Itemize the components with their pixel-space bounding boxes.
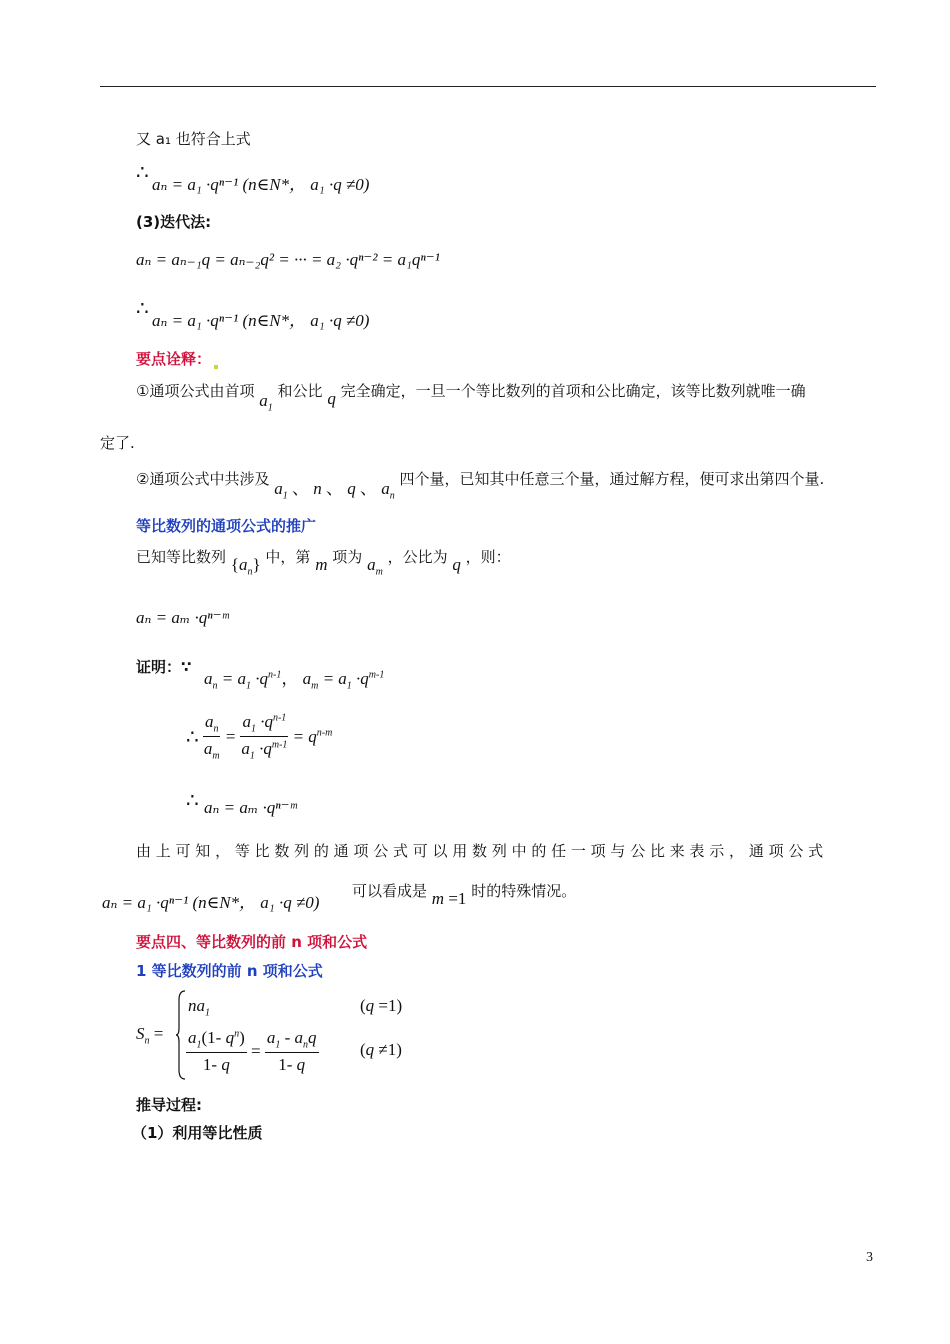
text-line-a1-fits: 又 a₁ 也符合上式 [136,130,251,148]
therefore-symbol-2: ∴ [136,298,149,320]
formula-iteration: aₙ = aₙ₋₁q = aₙ₋₂q² = ··· = a₂ ·qⁿ⁻² = a₁qⁿ⁻¹ [136,250,440,269]
derivation-step-1: （1）利用等比性质 [132,1124,263,1142]
heading-general-term: 等比数列的通项公式的推广 [136,517,317,535]
page-number: 3 [866,1250,873,1265]
conclusion-line-1: 由 上 可 知 ， 等 比 数 列 的 通 项 公 式 可 以 用 数 列 中 的 任 一 项 与 公 比 来 表 示 ， 通 项 公 式 [136,842,824,860]
proof-label: 证明：∵ [136,658,192,676]
symbol-am: $a_m$ [367,555,383,578]
generalization-statement: 已知等比数列 $\{a_n\}$ 中，第 m 项为 $a_m$ ，公比为 q ，则： [136,548,511,578]
sum-case-q-not-1: $\frac{a_1(1- q^n)}{1- q}$ = $\frac{a_1 - a_nq}{1- q}$ [188,1028,317,1075]
point-1-continued: 定了. [100,434,135,452]
proof-formula-1: $a_n = a_1 \cdot q^{n-1}$， $a_m = a_1 \cdot q^{m-1}$ [204,669,385,692]
marker-dot [214,365,218,369]
conclusion-formula: aₙ = a₁ ·qⁿ⁻¹ (n∈N*， a₁ ·q ≠0) [102,893,320,912]
header-rule [100,86,876,87]
therefore-symbol: ∴ [136,162,149,184]
formula-general-term-2: aₙ = a₁ ·qⁿ⁻¹ (n∈N*， a₁ ·q ≠0) [152,311,370,330]
key-points-title: 要点诠释： [136,348,218,369]
point-1-line: ①通项公式由首项 $a_1$ 和公比 q 完全确定，一旦一个等比数列的首项和公比确定，该等比数列就唯一确 [136,382,806,414]
conclusion-line-2: 可以看成是 m =1 时的特殊情况。 [352,882,577,908]
heading-iteration: (3)迭代法: [136,213,212,231]
symbol-m: m [315,555,328,574]
symbol-a1: $a_1$ [259,391,273,414]
therefore-symbol-3: ∴ [186,790,199,812]
sum-case-q-equals-1: $na_1$ [188,996,210,1019]
symbol-Sn: $S_n$ = [136,1024,164,1047]
symbols-a1-n-q-an: $a_1$ 、 n 、 q 、 $a_n$ [274,479,395,502]
heading-sum-formula: 要点四、等比数列的前 n 项和公式 [136,933,368,951]
proof-formula-ratio: ∴ $\frac{a_n}{a_m}$ = $\frac{a_1 \cdot q^{n-1}}{a_1 \cdot q^{m-1}}$ = $q^{n-m}$ [186,712,333,762]
condition-q-equals-1: (q =1) [360,996,403,1015]
symbol-sequence-an: $\{a_n\}$ [230,555,261,578]
symbol-m-equals-1: m =1 [431,889,467,908]
point-2-line: ②通项公式中共涉及 $a_1$ 、 n 、 q 、 $a_n$ 四个量，已知其中任意三个量，通过解方程，便可求出第四个量. [136,470,825,502]
piecewise-brace [176,990,186,1080]
heading-sum-formula-1: 1 等比数列的前 n 项和公式 [136,962,323,980]
proof-formula-result: aₙ = aₘ ·qⁿ⁻ᵐ [204,798,297,817]
derivation-heading: 推导过程: [136,1096,202,1114]
formula-generalized: aₙ = aₘ ·qⁿ⁻ᵐ [136,608,229,627]
condition-q-not-1: (q ≠1) [360,1040,402,1059]
symbol-q-2: q [452,555,461,574]
symbol-q: q [327,389,336,408]
formula-general-term: aₙ = a₁ ·qⁿ⁻¹ (n∈N*， a₁ ·q ≠0) [152,175,370,194]
